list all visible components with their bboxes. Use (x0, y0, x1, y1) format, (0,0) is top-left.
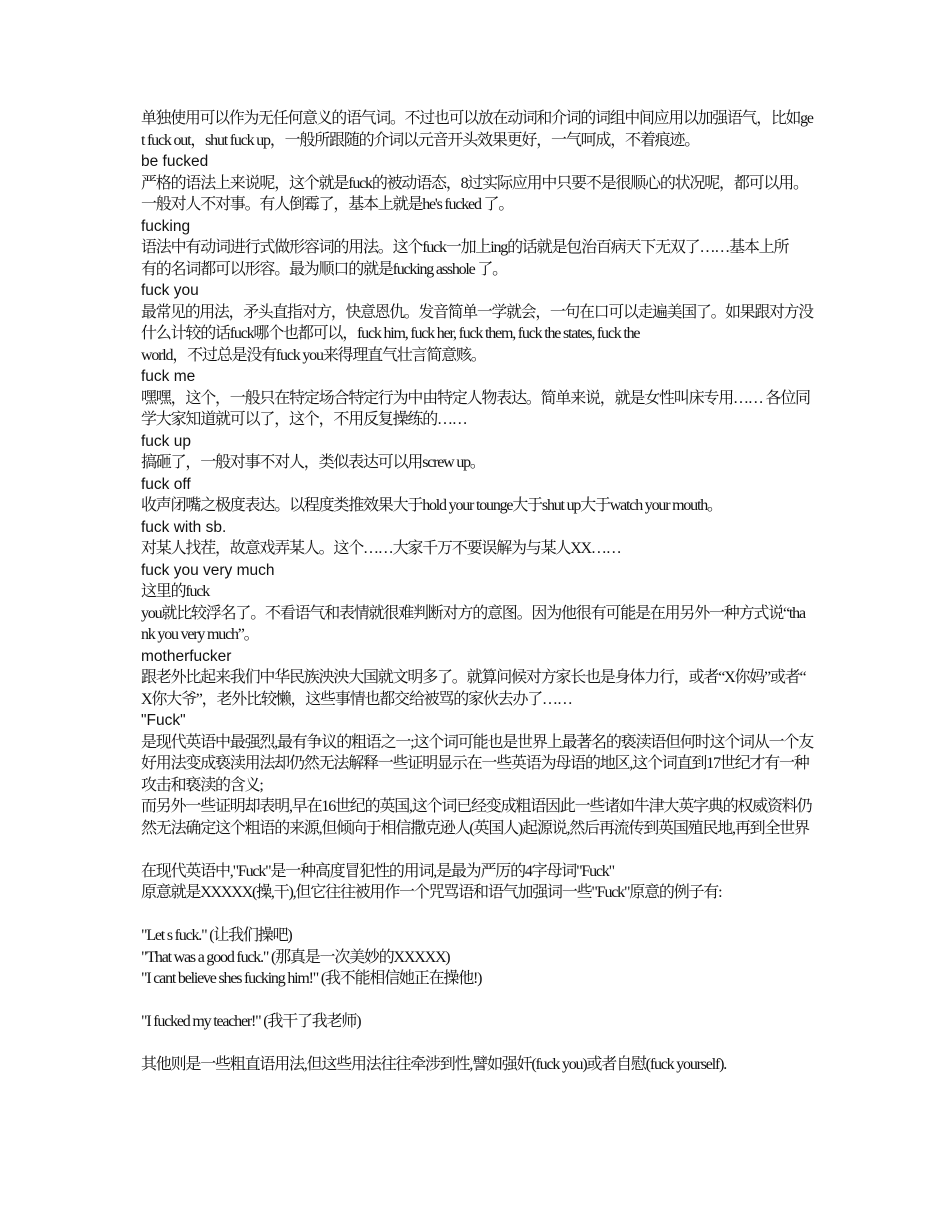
text-line: you就比较浮名了。不看语气和表情就很难判断对方的意图。因为他很有可能是在用另外一种方式说“tha (141, 604, 805, 622)
text-line: 嘿嘿，这个，一般只在特定场合特定行为中由特定人物表达。简单来说，就是女性叫床专用…… 各位同 (141, 389, 810, 407)
blank-line (141, 1033, 813, 1055)
section-heading: fuck you (141, 282, 199, 299)
text-line: 是现代英语中最强烈,最有争议的粗语之一;这个词可能也是世界上最著名的亵渎语但何时这个词从一个友 (141, 733, 814, 751)
text-line: nk you very much”。 (141, 626, 259, 643)
text-line: 最常见的用法，矛头直指对方，快意恩仇。发音简单一学就会，一句在口可以走遍美国了。如果跟对方没 (141, 303, 813, 321)
document-body (141, 108, 813, 1076)
text-line: 一般对人不对事。有人倒霉了，基本上就是he's fucked 了。 (141, 196, 514, 213)
blank-line (141, 904, 813, 926)
text-line: 跟老外比起来我们中华民族泱泱大国就文明多了。就算问候对方家长也是身体力行，或者“X你妈”或者“ (141, 669, 806, 686)
text-line: t fuck out，shut fuck up，一般所跟随的介词以元音开头效果更好，一气呵成，不着痕迹。 (141, 131, 700, 149)
section-heading: fuck with sb. (141, 518, 227, 536)
text-line: 好用法变成亵渎用法却仍然无法解释一些证明显示在一些英语为母语的地区,这个词直到17世纪才有一种 (141, 755, 809, 772)
text-line: "I fucked my teacher!" (我干了我老师) (141, 1013, 361, 1030)
section-heading: fuck up (141, 432, 191, 450)
text-line: 攻击和亵渎的含义; (141, 776, 263, 794)
text-line: X你大爷”，老外比较懒，这些事情也都交给被骂的家伙去办了…… (141, 690, 572, 708)
text-line: 而另外一些证明却表明,早在16世纪的英国,这个词已经变成粗语因此一些诸如牛津大英字典的权威资料仍 (141, 798, 812, 815)
blank-line (141, 990, 813, 1012)
text-line: 对某人找茬，故意戏弄某人。这个……大家千万不要误解为与某人XX…… (141, 540, 621, 557)
section-heading: motherfucker (141, 647, 232, 665)
blank-line (141, 839, 813, 861)
text-line: "Let s fuck." (让我们操吧) (141, 927, 292, 944)
text-line: 原意就是XXXXX(操,干),但它往往被用作一个咒骂语和语气加强词一些"Fuck"原意的例子有: (141, 884, 722, 901)
text-line: 严格的语法上来说呢，这个就是fuck的被动语态，8过实际应用中只要不是很顺心的状况呢，都可以用。 (141, 174, 808, 192)
text-line: 语法中有动词进行式做形容词的用法。这个fuck一加上ing的话就是包治百病天下无双了……基本上所 (141, 239, 789, 256)
text-line: 在现代英语中,"Fuck"是一种高度冒犯性的用词,是最为严厉的4字母词"Fuck" (141, 862, 614, 880)
text-line: 有的名词都可以形容。最为顺口的就是fucking asshole 了。 (141, 260, 507, 278)
text-line: 然无法确定这个粗语的来源,但倾向于相信撒克逊人(英国人)起源说,然后再流传到英国殖民地,再到全世界 (141, 819, 809, 837)
text-line: "I cant believe shes fucking him!" (我不能相信她正在操他!) (141, 970, 482, 987)
text-line: 这里的fuck (141, 583, 210, 600)
text-line: 学大家知道就可以了，这个，不用反复操练的…… (141, 411, 467, 428)
text-line: 搞砸了，一般对事不对人，类似表达可以用screw up。 (141, 454, 485, 471)
text-line: 其他则是一些粗直语用法,但这些用法往往牵涉到性,譬如强奸(fuck you)或者自慰(fuck yourself). (141, 1056, 727, 1073)
text-line: 什么计较的话fuck哪个也都可以，fuck him, fuck her, fuck them, fuck the states, fuck the (141, 325, 640, 342)
section-heading: fuck off (141, 475, 191, 493)
section-heading: fuck me (141, 368, 196, 385)
text-line: "That was a good fuck." (那真是一次美妙的XXXXX) (141, 948, 450, 966)
text-line: 单独使用可以作为无任何意义的语气词。不过也可以放在动词和介词的词组中间应用以加强语气，比如ge (141, 110, 813, 127)
text-line: world，不过总是没有fuck you来得理直气壮言简意赅。 (141, 346, 486, 364)
text-line: 收声闭嘴之极度表达。以程度类推效果大于hold your tounge大于shut up大于watch your mouth。 (141, 497, 722, 514)
section-heading: "Fuck" (141, 712, 186, 729)
section-heading: fuck you very much (141, 561, 275, 579)
section-heading: be fucked (141, 153, 209, 170)
section-heading: fucking (141, 217, 191, 235)
